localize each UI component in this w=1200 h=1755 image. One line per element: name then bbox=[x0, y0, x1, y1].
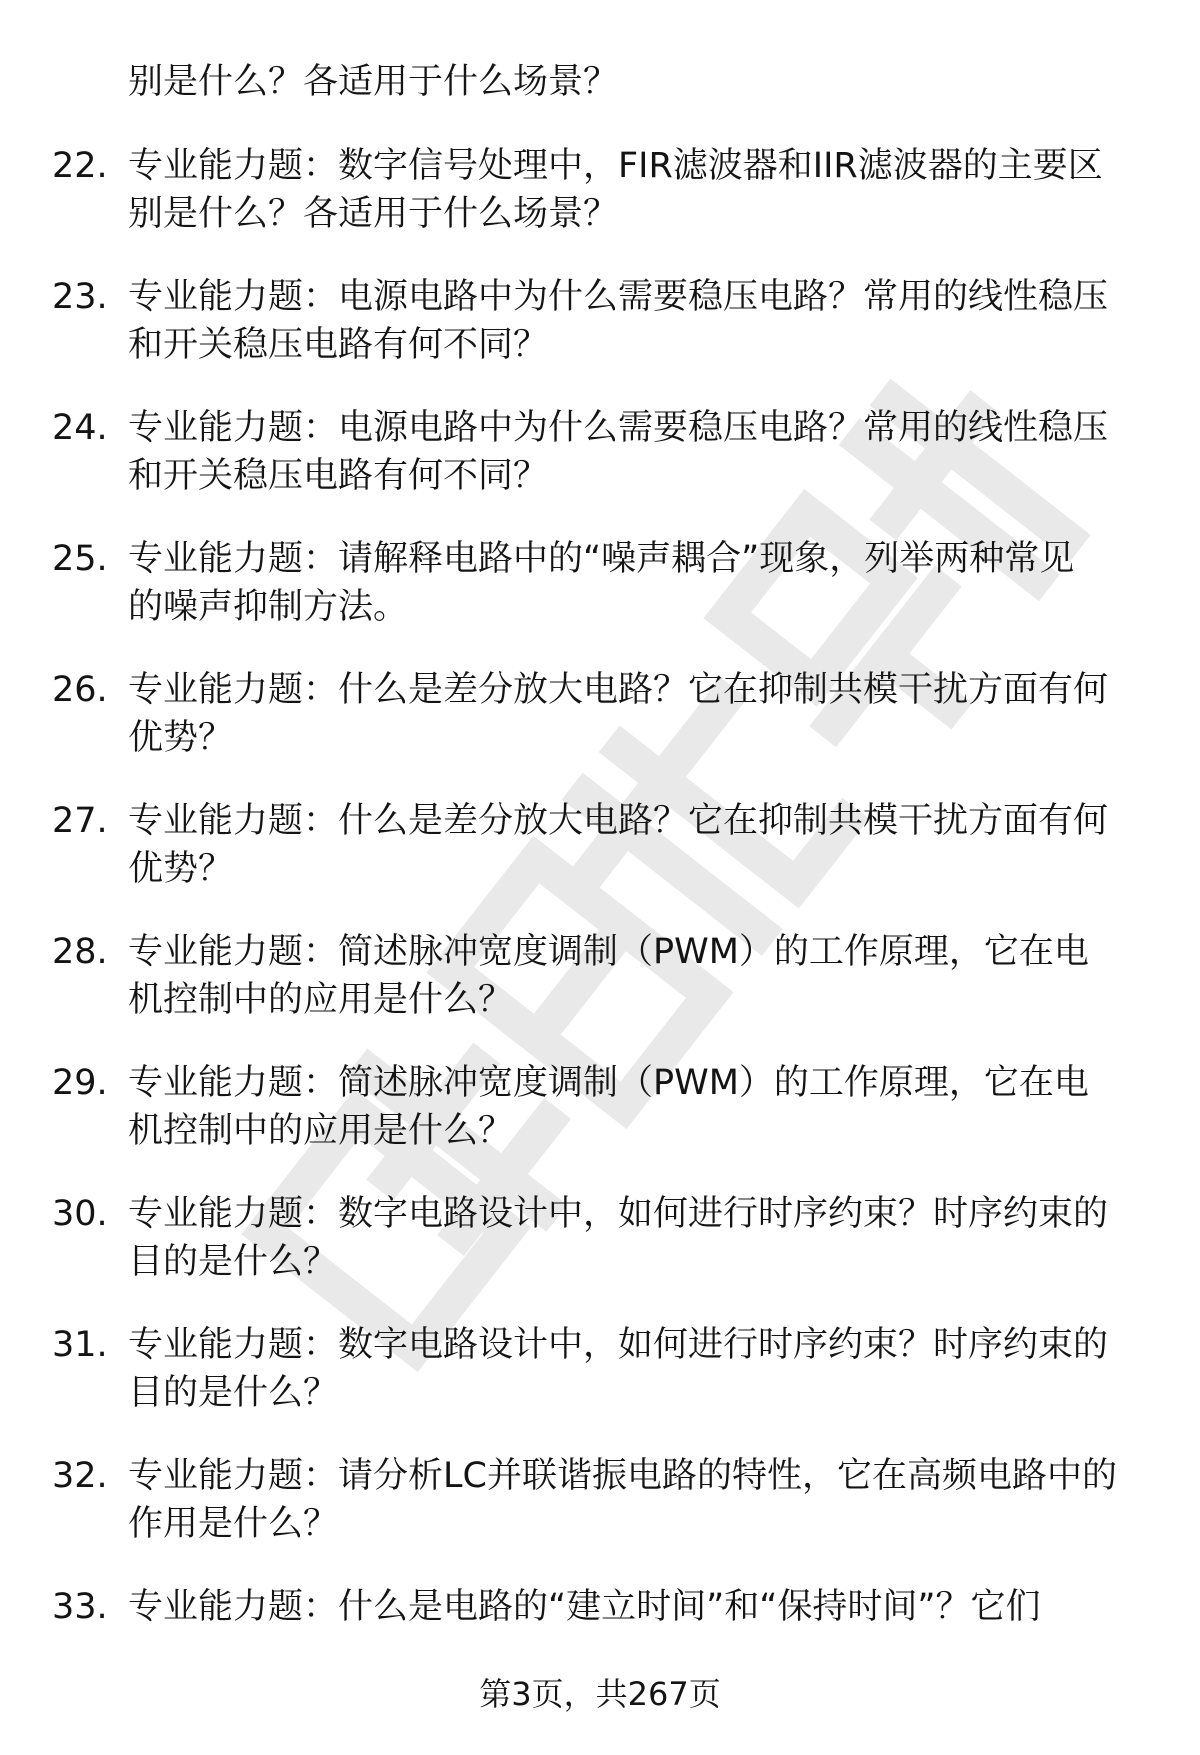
question-text-line: 专业能力题：电源电路中为什么需要稳压电路？常用的线性稳压 bbox=[128, 277, 1109, 317]
question-text bbox=[128, 1583, 1138, 1631]
question-item bbox=[0, 273, 1200, 404]
question-item bbox=[0, 1059, 1200, 1190]
question-number: 30. bbox=[52, 1194, 108, 1234]
question-text bbox=[128, 535, 1138, 631]
question-text-line: 专业能力题：什么是电路的“建立时间”和“保持时间”？它们 bbox=[128, 1587, 1041, 1627]
question-number: 33. bbox=[52, 1587, 108, 1627]
question-text-line: 别是什么？各适用于什么场景？ bbox=[128, 194, 619, 234]
question-text bbox=[128, 797, 1138, 893]
question-text-line: 专业能力题：请解释电路中的“噪声耦合”现象，列举两种常见 bbox=[128, 539, 1075, 579]
question-text bbox=[128, 273, 1138, 369]
question-text-line: 机控制中的应用是什么？ bbox=[128, 980, 514, 1020]
question-text bbox=[128, 1059, 1138, 1155]
page-number-footer: 第3页，共267页 bbox=[479, 1675, 721, 1713]
question-text bbox=[128, 928, 1138, 1024]
question-number: 26. bbox=[52, 670, 108, 710]
question-number: 29. bbox=[52, 1063, 108, 1103]
question-text-line: 作用是什么？ bbox=[128, 1504, 339, 1544]
question-text-line: 专业能力题：简述脉冲宽度调制（PWM）的工作原理，它在电 bbox=[128, 1063, 1089, 1103]
question-item bbox=[0, 1321, 1200, 1452]
continued-question-text: 别是什么？各适用于什么场景？ bbox=[128, 62, 619, 102]
question-text bbox=[128, 142, 1138, 238]
question-text-line: 专业能力题：电源电路中为什么需要稳压电路？常用的线性稳压 bbox=[128, 408, 1109, 448]
question-number: 25. bbox=[52, 539, 108, 579]
question-text-line: 优势？ bbox=[128, 718, 234, 758]
question-text-line: 和开关稳压电路有何不同？ bbox=[128, 456, 549, 496]
question-text bbox=[128, 1452, 1138, 1548]
question-text-line: 机控制中的应用是什么？ bbox=[128, 1111, 514, 1151]
question-text-line: 和开关稳压电路有何不同？ bbox=[128, 325, 549, 365]
question-item bbox=[0, 142, 1200, 273]
question-number: 32. bbox=[52, 1456, 108, 1496]
question-item bbox=[0, 1190, 1200, 1321]
question-number: 23. bbox=[52, 277, 108, 317]
question-item bbox=[0, 797, 1200, 928]
question-text-line: 的噪声抑制方法。 bbox=[128, 587, 409, 627]
question-text-line: 专业能力题：数字电路设计中，如何进行时序约束？时序约束的 bbox=[128, 1194, 1109, 1234]
question-item bbox=[0, 666, 1200, 797]
question-text-line: 专业能力题：数字电路设计中，如何进行时序约束？时序约束的 bbox=[128, 1325, 1109, 1365]
question-text-line: 专业能力题：数字信号处理中，FIR滤波器和IIR滤波器的主要区 bbox=[128, 146, 1103, 186]
question-item bbox=[0, 928, 1200, 1059]
question-item bbox=[0, 535, 1200, 666]
question-text-line: 目的是什么？ bbox=[128, 1242, 339, 1282]
question-text bbox=[128, 1321, 1138, 1417]
question-text-line: 目的是什么？ bbox=[128, 1373, 339, 1413]
question-text bbox=[128, 666, 1138, 762]
question-item bbox=[0, 404, 1200, 535]
question-number: 28. bbox=[52, 932, 108, 972]
question-list bbox=[0, 142, 1200, 1714]
question-item bbox=[0, 1452, 1200, 1583]
question-number: 22. bbox=[52, 146, 108, 186]
question-text bbox=[128, 1190, 1138, 1286]
question-number: 27. bbox=[52, 801, 108, 841]
question-text bbox=[128, 404, 1138, 500]
question-text-line: 专业能力题：请分析LC并联谐振电路的特性，它在高频电路中的 bbox=[128, 1456, 1117, 1496]
question-text-line: 专业能力题：什么是差分放大电路？它在抑制共模干扰方面有何 bbox=[128, 801, 1109, 841]
question-number: 31. bbox=[52, 1325, 108, 1365]
question-text-line: 优势？ bbox=[128, 849, 234, 889]
question-number: 24. bbox=[52, 408, 108, 448]
question-text-line: 专业能力题：简述脉冲宽度调制（PWM）的工作原理，它在电 bbox=[128, 932, 1089, 972]
question-text-line: 专业能力题：什么是差分放大电路？它在抑制共模干扰方面有何 bbox=[128, 670, 1109, 710]
